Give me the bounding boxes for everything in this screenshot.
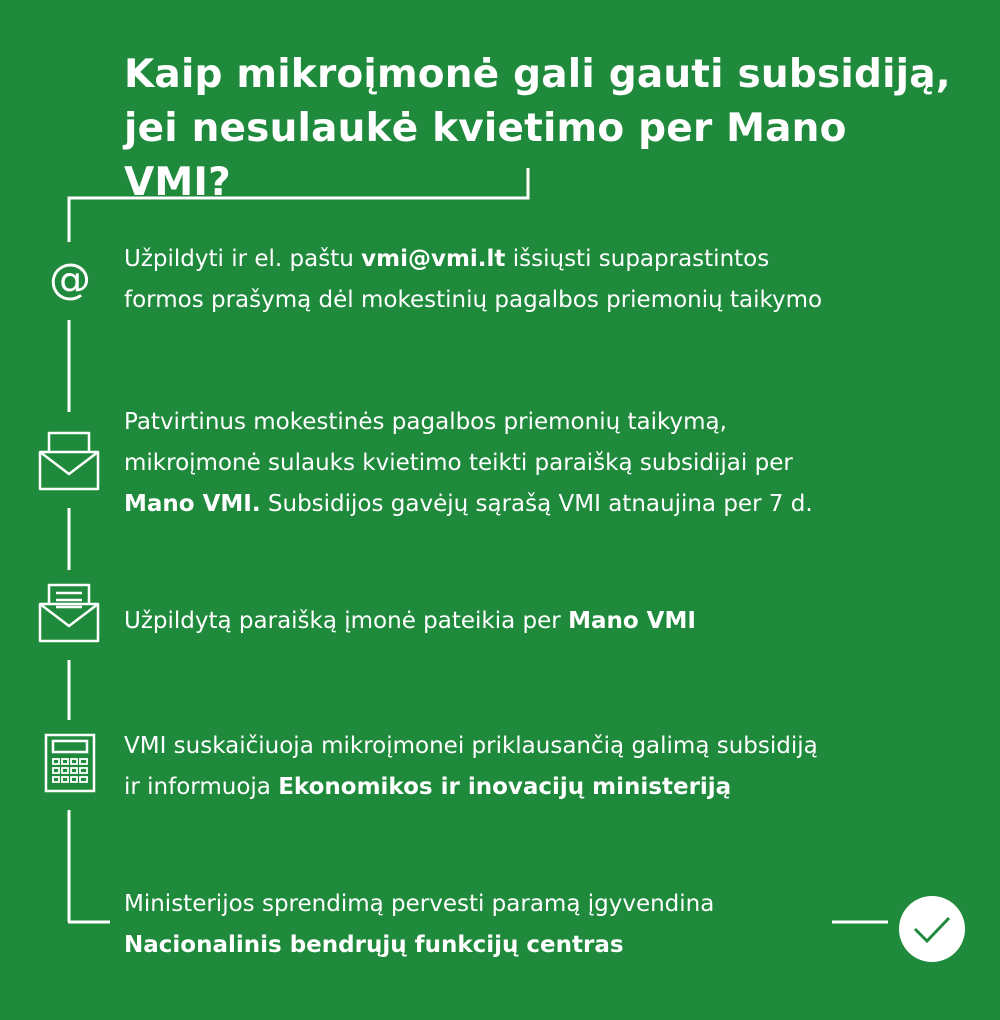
step-5-text: Ministerijos sprendimą pervesti paramą įgyvendina Nacionalinis bendrųjų funkcijų centras <box>124 891 715 958</box>
title-line-1: Kaip mikroįmonė gali gauti subsidiją, <box>124 52 951 97</box>
step-1-text: Užpildyti ir el. paštu vmi@vmi.lt išsiųsti supaprastintos formos prašymą dėl mokestinių pagalbos priemonių taikymo <box>124 246 823 313</box>
step-4-text: VMI suskaičiuoja mikroįmonei priklausančią galimą subsidiją ir informuoja Ekonomikos ir inovacijų ministeriją <box>124 733 818 800</box>
step-2-text: Patvirtinus mokestinės pagalbos priemonių taikymą, mikroįmonė sulauks kvietimo teikti paraišką subsidijai per Mano VMI. Subsidijos gavėjų sąrašą VMI atnaujina per 7 d. <box>124 409 813 517</box>
at-sign-icon <box>44 254 96 306</box>
step-3-text: Užpildytą paraišką įmonė pateikia per Mano VMI <box>124 608 696 634</box>
calculator-icon <box>44 733 96 793</box>
envelope-icon <box>38 430 100 492</box>
email-address: vmi@vmi.lt <box>361 246 506 272</box>
title-line-2: jei nesulaukė kvietimo per Mano VMI? <box>124 106 847 205</box>
envelope-letter-icon <box>38 582 100 644</box>
svg-text:@: @ <box>49 254 91 303</box>
